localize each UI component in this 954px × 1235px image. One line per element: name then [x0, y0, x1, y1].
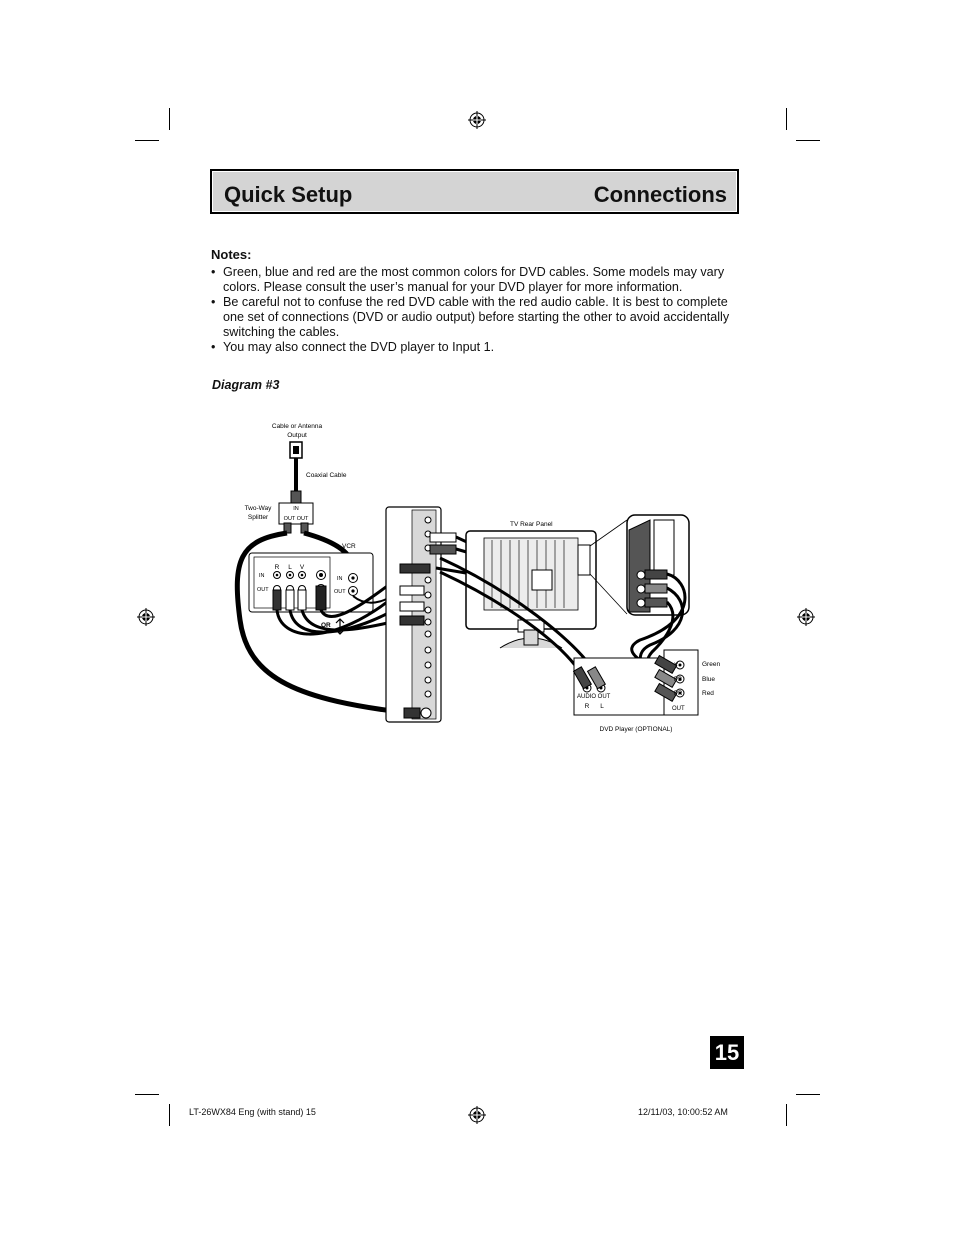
splitter-label: Two-Way	[244, 505, 272, 512]
footer-timestamp: 12/11/03, 10:00:52 AM	[638, 1107, 728, 1117]
notes-heading: Notes:	[211, 247, 252, 262]
audio-l-label: L	[600, 703, 604, 710]
list-item: • Green, blue and red are the most common colors for DVD cables. Some models may vary colors. Please consult the user’s manual for your DVD player for more information.	[211, 265, 725, 294]
antenna-output-connector	[290, 442, 302, 458]
vcr-out-label: OUT	[334, 589, 346, 595]
pb-label: PB	[674, 677, 683, 683]
cable-antenna-label: Output	[287, 432, 307, 439]
splitter-in-label: IN	[293, 506, 299, 512]
vcr-out-label: OUT	[257, 587, 269, 593]
page-number: 15	[710, 1036, 744, 1069]
note-text: Be careful not to confuse the red DVD cable with the red audio cable. It is best to complete one set of connections (DVD or audio output) before starting the other to avoid accidentally switching the cables.	[223, 295, 730, 339]
vcr-v-label: V	[299, 564, 305, 571]
vcr-label: VCR	[342, 543, 356, 550]
green-label: Green	[702, 661, 721, 668]
audio-out-label: AUDIO OUT	[577, 694, 611, 700]
coaxial-cable-label: Coaxial Cable	[306, 472, 347, 479]
blue-label: Blue	[702, 676, 716, 683]
page-title: Quick Setup	[224, 182, 353, 207]
dvd-out-label: OUT	[672, 706, 685, 712]
dvd-player-label: DVD Player (OPTIONAL)	[599, 726, 673, 733]
section-title: Connections	[593, 182, 727, 207]
note-text: Green, blue and red are the most common colors for DVD cables. Some models may vary colors. Please consult the user’s manual for your DVD player for more information.	[223, 265, 725, 294]
vcr-r-label: R	[274, 564, 280, 571]
or-label: OR	[321, 622, 331, 629]
cable-antenna-label: Cable or Antenna	[271, 423, 323, 430]
vcr-in-label: IN	[259, 573, 265, 579]
tv-rear-panel-label: TV Rear Panel	[510, 521, 553, 528]
note-text: You may also connect the DVD player to Input 1.	[223, 340, 495, 354]
splitter-label: Splitter	[247, 514, 269, 521]
coax-plug	[291, 491, 301, 503]
splitter-out-label: OUT OUT	[283, 516, 309, 522]
tv-rear-panel	[466, 531, 596, 648]
list-item: • Be careful not to confuse the red DVD cable with the red audio cable. It is best to complete one set of connections (DVD or audio output) before starting the other to avoid accidentally switching the cables.	[211, 295, 730, 339]
vcr-l-label: L	[288, 564, 292, 571]
list-item: • You may also connect the DVD player to Input 1.	[211, 340, 495, 354]
diagram-title: Diagram #3	[212, 378, 280, 392]
audio-r-label: R	[584, 703, 590, 710]
y-label: Y	[674, 662, 679, 669]
footer-filename: LT-26WX84 Eng (with stand) 15	[189, 1107, 316, 1117]
vcr-in-label: IN	[337, 576, 343, 582]
pr-label: PR	[674, 691, 683, 697]
red-label: Red	[702, 690, 714, 697]
